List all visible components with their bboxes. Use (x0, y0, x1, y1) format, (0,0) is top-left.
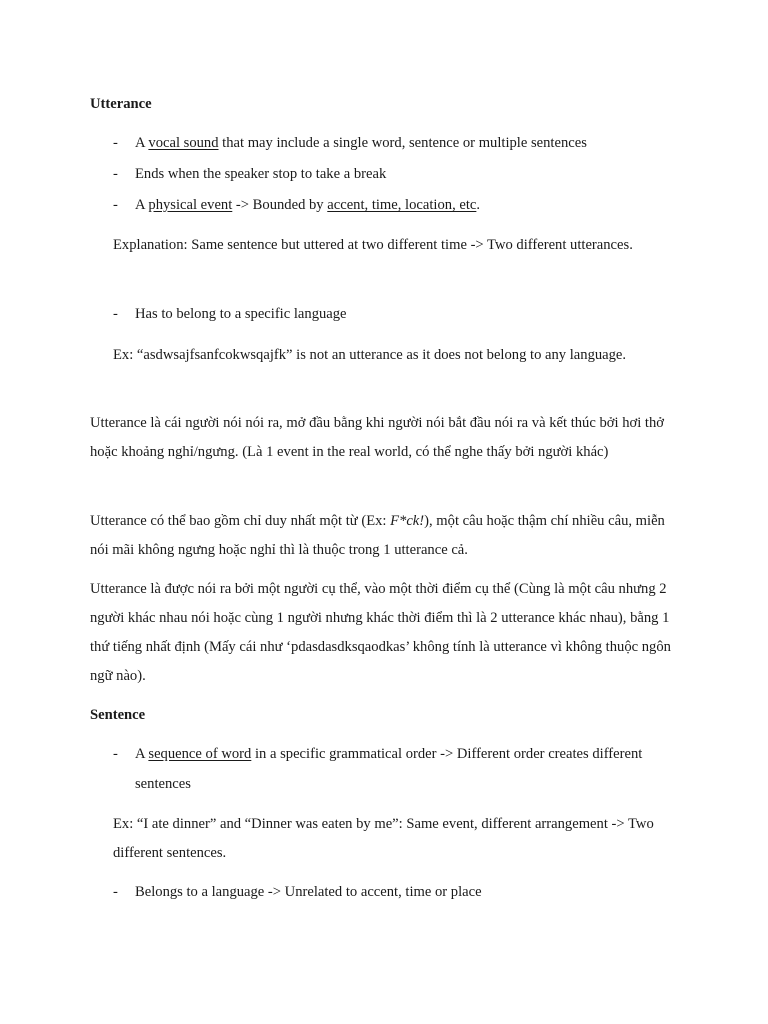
bullet-dash: - (113, 135, 118, 151)
bullet-dash: - (113, 197, 118, 213)
underlined-term-sequence-of-word: sequence of word (148, 746, 252, 762)
bullet-text-pre: A (135, 197, 149, 213)
underlined-term-vocal-sound: vocal sound (148, 135, 219, 151)
sentence-heading: Sentence (90, 707, 146, 723)
sentence-bullet-sequence-text (135, 739, 655, 799)
utterance-example: Ex: “asdwsajfsanfcokwsqajfk” is not an utterance as it does not belong to any language. (113, 347, 627, 363)
paragraph-text-pre: Utterance có thể bao gồm chỉ duy nhất một từ (Ex: (90, 513, 391, 529)
bullet-text-post: in a specific grammatical order -> Different order creates different sentences (135, 746, 643, 792)
bullet-dash: - (113, 166, 118, 182)
utterance-heading: Utterance (90, 96, 152, 112)
vietnamese-paragraph-1: Utterance là cái người nói nói ra, mở đầu bằng khi người nói bắt đầu nói ra và kết thúc bởi hơi thở hoặc khoảng nghỉ/ngưng. (Là 1 event in the real world, có thể nghe thấy bởi người khác) (90, 415, 664, 460)
bullet-text: Has to belong to a specific language (135, 306, 347, 322)
sentence-example: Ex: “I ate dinner” and “Dinner was eaten by me”: Same event, different arrangement -> Two different sentences. (113, 816, 654, 861)
bullet-text-pre: A (135, 135, 149, 151)
bullet-dash: - (113, 306, 118, 322)
bullet-text: Belongs to a language -> Unrelated to accent, time or place (135, 884, 482, 900)
vietnamese-paragraph-3: Utterance là được nói ra bởi một người cụ thể, vào một thời điểm cụ thể (Cùng là một câu nhưng 2 người khác nhau nói hoặc cùng 1 người nhưng khác thời điểm thì là 2 utterance khác nhau), bằng 1 thứ tiếng nhất định (Mấy cái như ‘pdasdasdksqaodkas’ không tính là utterance vì không thuộc ngôn ngữ nào). (90, 581, 671, 684)
italic-example: F*ck! (390, 513, 425, 529)
bullet-text-post: . (476, 197, 481, 213)
utterance-bullet-vocal-sound (113, 134, 587, 152)
bullet-text-mid: -> Bounded by (232, 197, 328, 213)
bullet-dash: - (113, 884, 118, 900)
utterance-bullet-ends (113, 165, 386, 183)
bullet-text: Ends when the speaker stop to take a break (135, 166, 387, 182)
underlined-term-accent: accent, time, location, etc (327, 197, 477, 213)
bullet-text-pre: A (135, 746, 149, 762)
underlined-term-physical-event: physical event (148, 197, 233, 213)
paragraph-text-post: ), một câu hoặc thậm chí nhiều câu, miễn nói mãi không ngưng hoặc nghỉ thì là thuộc trong 1 utterance cả. (90, 513, 665, 558)
bullet-dash: - (113, 746, 118, 762)
vietnamese-paragraph-2 (90, 507, 680, 565)
bullet-text-post: that may include a single word, sentence or multiple sentences (218, 135, 587, 151)
sentence-bullet-language (113, 883, 482, 901)
utterance-bullet-language (113, 305, 347, 323)
utterance-explanation: Explanation: Same sentence but uttered at two different time -> Two different utterances. (113, 237, 633, 253)
utterance-bullet-physical-event (113, 196, 480, 214)
